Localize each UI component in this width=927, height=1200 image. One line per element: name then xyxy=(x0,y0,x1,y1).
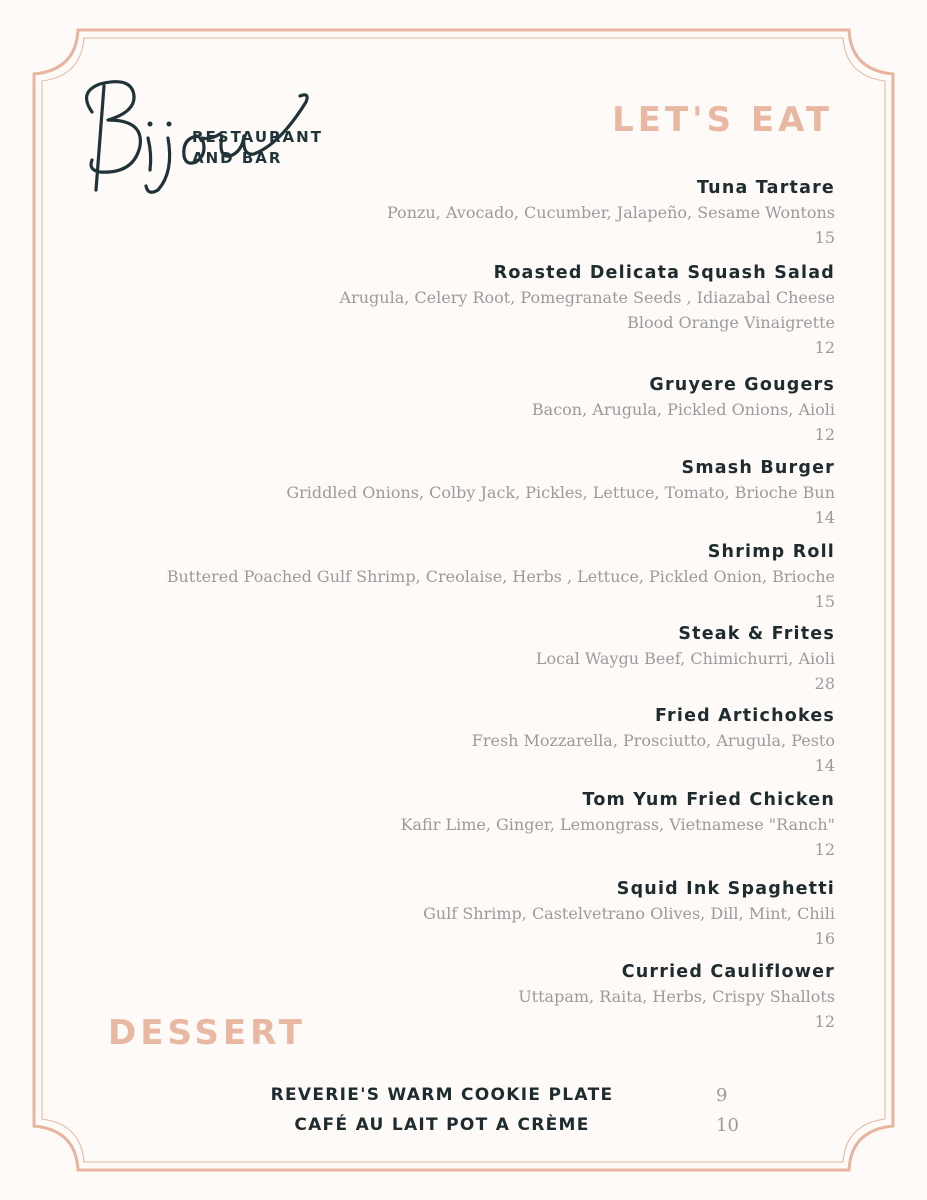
menu-item xyxy=(75,373,835,456)
menu-item-price: 12 xyxy=(814,840,835,859)
menu-item xyxy=(75,704,835,788)
menu-item xyxy=(75,540,835,622)
menu-item-name: Smash Burger xyxy=(681,458,835,478)
menu-item-price: 15 xyxy=(814,228,835,247)
menu-list xyxy=(75,176,835,1044)
menu-item-description: Bacon, Arugula, Pickled Onions, Aioli xyxy=(531,400,835,419)
menu-item-name: Fried Artichokes xyxy=(655,706,835,726)
menu-item-name: Roasted Delicata Squash Salad xyxy=(493,263,835,283)
dessert-item-name: CAFÉ AU LAIT POT A CRÈME xyxy=(294,1115,590,1135)
logo-restaurant-text: RESTAURANT xyxy=(192,128,323,146)
logo-and-bar-text: AND BAR xyxy=(192,149,283,167)
menu-item-price: 14 xyxy=(814,756,835,775)
menu-item-description: Ponzu, Avocado, Cucumber, Jalapeño, Sesame Wontons xyxy=(386,203,835,222)
lets-eat-heading: LET'S EAT xyxy=(612,100,833,140)
menu-item-price: 12 xyxy=(814,1012,835,1031)
menu-item-name: Tom Yum Fried Chicken xyxy=(582,790,835,810)
menu-item-name: Curried Cauliflower xyxy=(621,962,835,982)
dessert-item xyxy=(232,1080,752,1110)
menu-item-price: 28 xyxy=(814,674,835,693)
menu-item-description: Gulf Shrimp, Castelvetrano Olives, Dill, Mint, Chili xyxy=(423,904,835,923)
menu-item xyxy=(75,176,835,261)
dessert-item-price: 9 xyxy=(716,1084,728,1106)
menu-item xyxy=(75,877,835,960)
menu-item-price: 12 xyxy=(814,338,835,357)
menu-item xyxy=(75,788,835,877)
menu-item-name: Shrimp Roll xyxy=(707,542,835,562)
dessert-list xyxy=(232,1080,752,1140)
menu-item xyxy=(75,261,835,373)
menu-item-description: Griddled Onions, Colby Jack, Pickles, Lettuce, Tomato, Brioche Bun xyxy=(286,483,835,502)
menu-item-description: Local Waygu Beef, Chimichurri, Aioli xyxy=(535,649,835,668)
menu-item xyxy=(75,622,835,704)
menu-item-name: Gruyere Gougers xyxy=(649,375,835,395)
menu-item-name: Steak & Frites xyxy=(678,624,835,644)
dessert-item-name: REVERIE'S WARM COOKIE PLATE xyxy=(270,1085,614,1105)
menu-item-description: Kafir Lime, Ginger, Lemongrass, Vietnamese "Ranch" xyxy=(400,815,835,834)
menu-item-description: Arugula, Celery Root, Pomegranate Seeds , Idiazabal Cheese Blood Orange Vinaigrette xyxy=(339,288,835,332)
menu-item-price: 16 xyxy=(814,929,835,948)
menu-item-name: Tuna Tartare xyxy=(696,178,835,198)
dessert-item xyxy=(232,1110,752,1140)
dessert-item-price: 10 xyxy=(716,1114,739,1136)
dessert-heading: DESSERT xyxy=(108,1013,306,1053)
menu-item-description: Uttapam, Raita, Herbs, Crispy Shallots xyxy=(518,987,835,1006)
menu-item-description: Buttered Poached Gulf Shrimp, Creolaise, Herbs , Lettuce, Pickled Onion, Brioche xyxy=(166,567,835,586)
menu-item-price: 14 xyxy=(814,508,835,527)
menu-item xyxy=(75,456,835,540)
menu-item-price: 15 xyxy=(814,592,835,611)
menu-item-price: 12 xyxy=(814,425,835,444)
menu-item-name: Squid Ink Spaghetti xyxy=(616,879,835,899)
menu-item-description: Fresh Mozzarella, Prosciutto, Arugula, Pesto xyxy=(471,731,835,750)
